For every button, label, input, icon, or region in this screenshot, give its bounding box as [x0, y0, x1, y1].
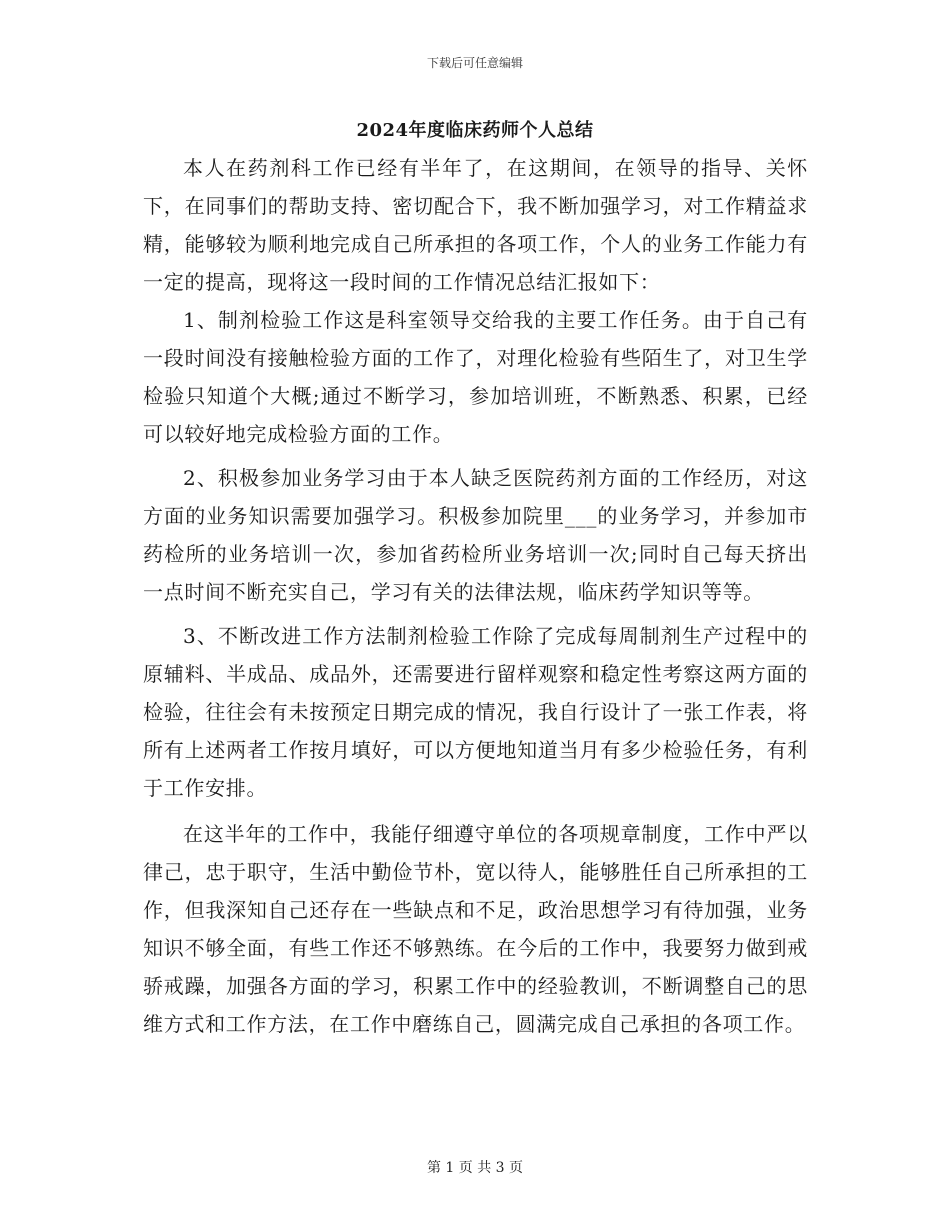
header-note: 下载后可任意编辑 [426, 56, 523, 70]
paragraph-item-2: 2、积极参加业务学习由于本人缺乏医院药剂方面的工作经历，对这方面的业务知识需要加强学习。积极参加院里___的业务学习，并参加市药检所的业务培训一次，参加省药检所业务培训一次;同时自己每天挤出一点时间不断充实自己，学习有关的法律法规，临床药学知识等等。 [143, 466, 808, 604]
paragraph-conclusion: 在这半年的工作中，我能仔细遵守单位的各项规章制度，工作中严以律己，忠于职守，生活中勤俭节朴，宽以待人，能够胜任自己所承担的工作，但我深知自己还存在一些缺点和不足，政治思想学习有待加强，业务知识不够全面，有些工作还不够熟练。在今后的工作中，我要努力做到戒骄戒躁，加强各方面的学习，积累工作中的经验教训，不断调整自己的思维方式和工作方法，在工作中磨练自己，圆满完成自己承担的各项工作。 [143, 822, 808, 1036]
document-body [143, 149, 808, 1043]
paragraph-item-1: 1、制剂检验工作这是科室领导交给我的主要工作任务。由于自己有一段时间没有接触检验方面的工作了，对理化检验有些陌生了，对卫生学检验只知道个大概;通过不断学习，参加培训班，不断熟悉、积累，已经可以较好地完成检验方面的工作。 [143, 308, 808, 446]
document-title: 2024年度临床药师个人总结 [356, 120, 594, 141]
paragraph-intro: 本人在药剂科工作已经有半年了，在这期间，在领导的指导、关怀下，在同事们的帮助支持、密切配合下，我不断加强学习，对工作精益求精，能够较为顺利地完成自己所承担的各项工作，个人的业务工作能力有一定的提高，现将这一段时间的工作情况总结汇报如下： [143, 156, 808, 294]
paragraph-item-3: 3、不断改进工作方法制剂检验工作除了完成每周制剂生产过程中的原辅料、半成品、成品外，还需要进行留样观察和稳定性考察这两方面的检验，往往会有未按预定日期完成的情况，我自行设计了一张工作表，将所有上述两者工作按月填好，可以方便地知道当月有多少检验任务，有利于工作安排。 [143, 624, 808, 800]
page-indicator: 第 1 页 共 3 页 [426, 1160, 524, 1176]
